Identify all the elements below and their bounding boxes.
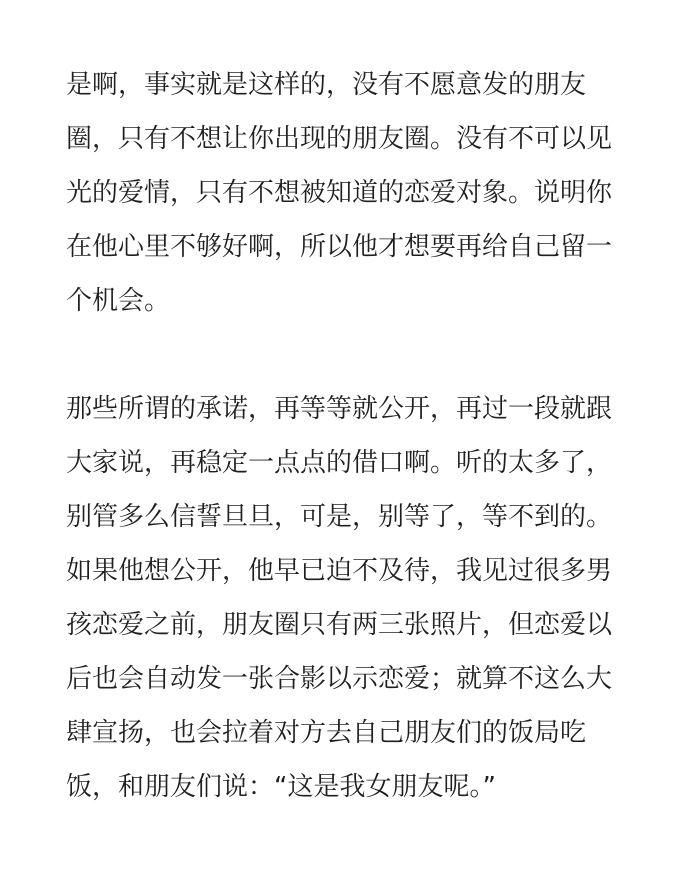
text-line: 饭，和朋友们说：“这是我女朋友呢。”	[66, 772, 496, 802]
text-line: 光的爱情，只有不想被知道的恋爱对象。说明你	[66, 178, 613, 208]
text-line: 个机会。	[66, 286, 171, 316]
text-line: 在他心里不够好啊，所以他才想要再给自己留一	[66, 232, 613, 262]
text-line: 别管多么信誓旦旦，可是，别等了，等不到的。	[66, 502, 613, 532]
article-body	[66, 58, 666, 814]
paragraph-spacer	[66, 328, 666, 382]
text-line: 是啊，事实就是这样的，没有不愿意发的朋友	[66, 70, 587, 100]
text-line: 肆宣扬，也会拉着对方去自己朋友们的饭局吃	[66, 718, 587, 748]
text-line: 那些所谓的承诺，再等等就公开，再过一段就跟	[66, 394, 613, 424]
paragraph-1	[66, 58, 666, 328]
text-line: 圈，只有不想让你出现的朋友圈。没有不可以见	[66, 124, 613, 154]
text-line: 如果他想公开，他早已迫不及待，我见过很多男	[66, 556, 613, 586]
text-line: 大家说，再稳定一点点的借口啊。听的太多了，	[66, 448, 613, 478]
text-line: 孩恋爱之前，朋友圈只有两三张照片，但恋爱以	[66, 610, 613, 640]
paragraph-2	[66, 382, 666, 814]
text-line: 后也会自动发一张合影以示恋爱；就算不这么大	[66, 664, 613, 694]
